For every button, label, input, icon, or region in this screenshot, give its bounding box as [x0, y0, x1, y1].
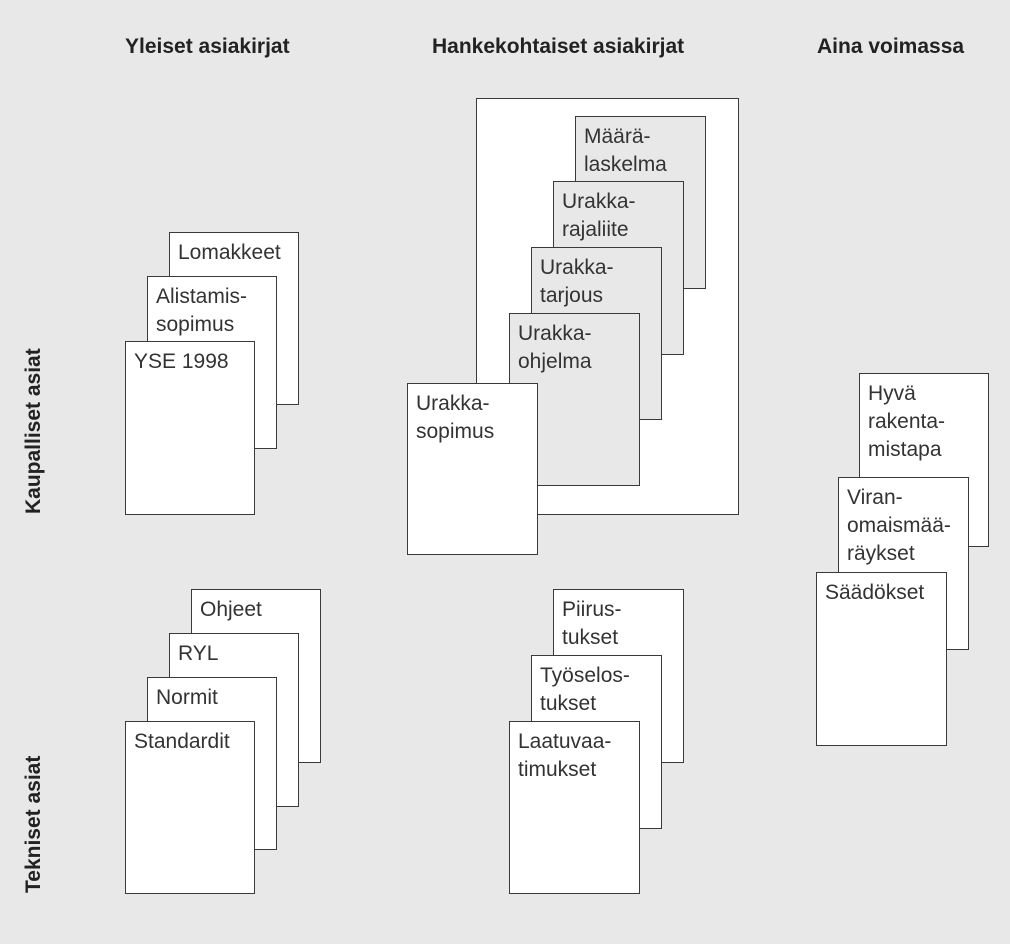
document-card-piirustukset: Piirus- tukset: [553, 589, 684, 763]
document-card-viranomaismaaraykset: Viran- omaismää- räykset: [838, 477, 969, 650]
document-card-alistamissopimus: Alistamis- sopimus: [147, 276, 277, 449]
row-label-technical: Tekniset asiat: [22, 755, 45, 893]
document-card-maaralaskelma: Määrä- laskelma: [575, 116, 706, 289]
column-header-general: Yleiset asiakirjat: [125, 35, 290, 58]
column-header-project: Hankekohtaiset asiakirjat: [432, 35, 685, 58]
document-card-tyoselostukset: Työselos- tukset: [531, 655, 662, 829]
row-label-commercial: Kaupalliset asiat: [22, 348, 45, 514]
document-card-saadokset: Säädökset: [816, 572, 947, 746]
document-card-normit: Normit: [147, 677, 277, 850]
document-card-urakkarajaliite: Urakka- rajaliite: [553, 181, 684, 355]
document-card-urakkaohjelma: Urakka- ohjelma: [509, 313, 640, 486]
document-card-urakkasopimus: Urakka- sopimus: [407, 383, 538, 555]
document-card-ryl: RYL: [169, 633, 299, 807]
column-header-always-valid: Aina voimassa: [817, 35, 965, 58]
document-card-hyva-rakentamistapa: Hyvä rakenta- mistapa: [859, 373, 989, 547]
document-card-ohjeet: Ohjeet: [191, 589, 321, 763]
document-card-urakkatarjous: Urakka- tarjous: [531, 247, 662, 420]
document-card-standardit: Standardit: [125, 721, 255, 894]
document-card-yse-1998: YSE 1998: [125, 341, 255, 515]
document-card-laatuvaatimukset: Laatuvaa- timukset: [509, 721, 640, 894]
document-card-lomakkeet: Lomakkeet: [169, 232, 299, 405]
